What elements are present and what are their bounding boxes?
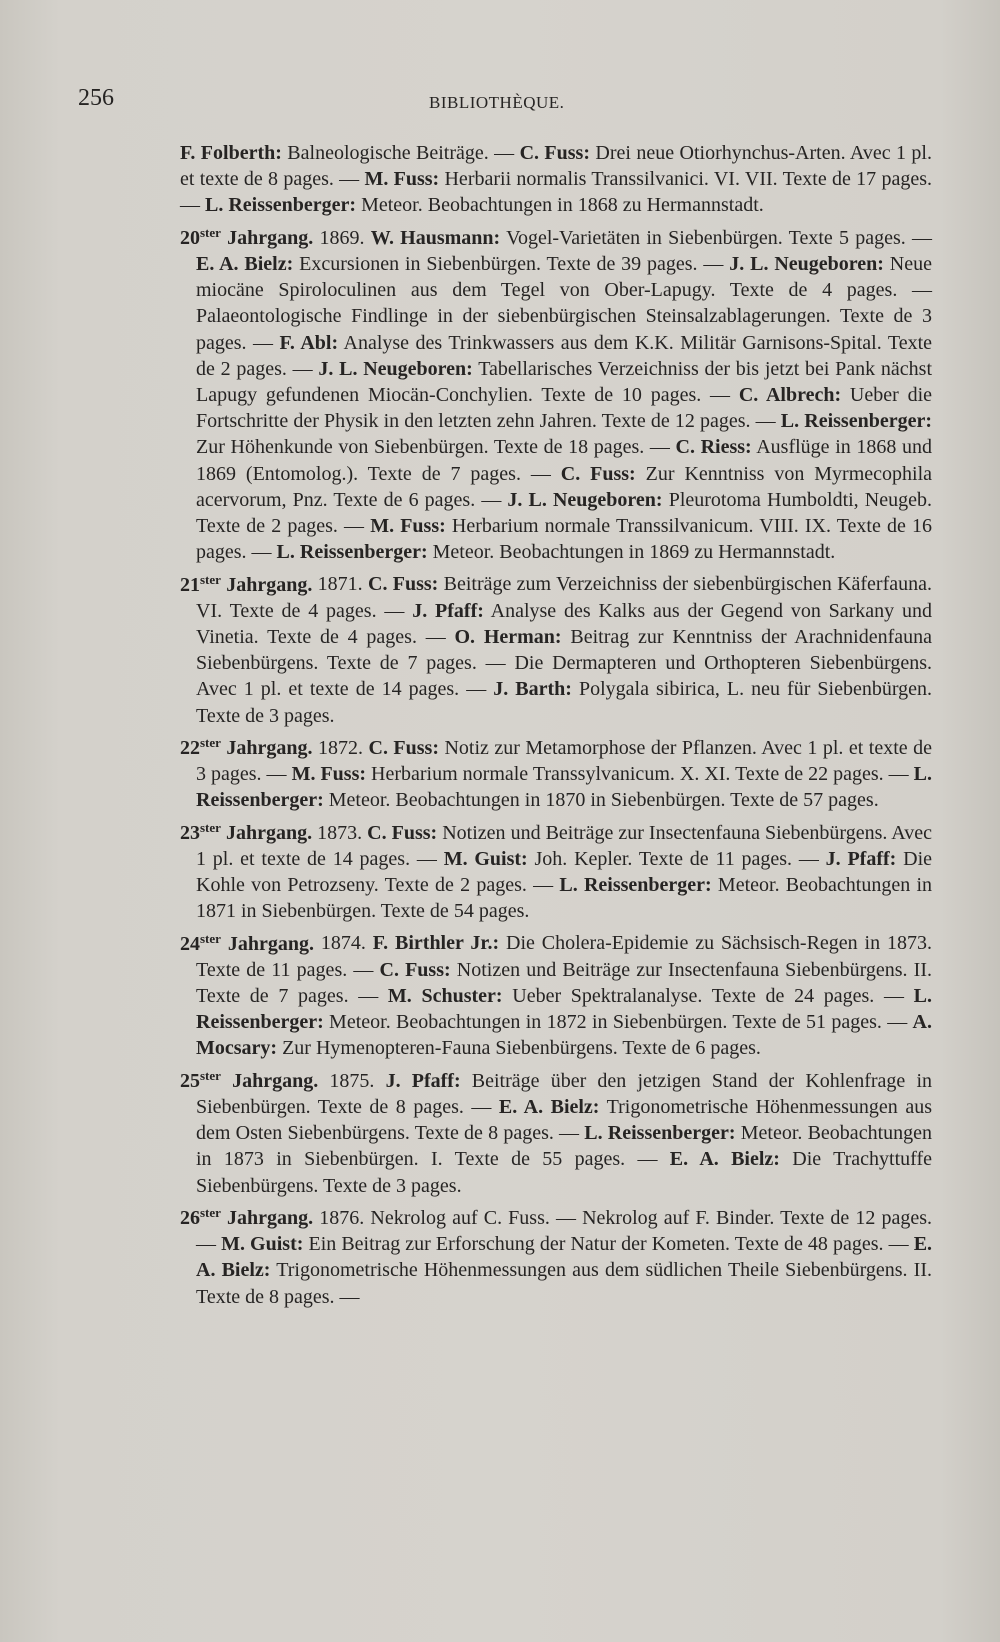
entry-author: L. Reissenberger: <box>196 763 932 812</box>
entry-text: Zur Kenntniss von Myrmecophila acervorum, Pnz. Texte de 6 pages. — <box>196 462 933 511</box>
entry-author: M. Fuss: <box>364 168 440 191</box>
entry-author: M. Guist: <box>443 847 528 870</box>
entry-author: J. Pfaff: <box>412 599 484 622</box>
entry-text: Meteor. Beobachtungen in 1870 in Siebenbürgen. Texte de 57 pages. <box>323 789 879 812</box>
entry-author: F. Birthler Jr.: <box>372 932 500 955</box>
entry-author: M. Guist: <box>221 1233 304 1256</box>
volume-label <box>180 819 313 844</box>
entry-author: J. Barth: <box>493 678 572 701</box>
entry-text: Ueber Spektralanalyse. Texte de 24 pages. — <box>502 985 914 1007</box>
entry-text: Tabellarisches Verzeichniss der bis jetzt bei Pank nächst Lapugy gefundenen Miocän-Conchylien. Texte de 10 pages. — <box>196 357 932 406</box>
entry-author: E. A. Bielz: <box>196 252 294 275</box>
entry-text: Balneologische Beiträge. — <box>281 142 520 164</box>
entry-text: Polygala sibirica, L. neu für Siebenbürgen. Texte de 3 pages. <box>196 678 933 727</box>
volume-number: 22 <box>180 736 200 759</box>
volume-number: 24 <box>180 932 200 955</box>
entry-text: Meteor. Beobachtungen in 1868 zu Hermannstadt. <box>356 194 764 217</box>
entry-text: Analyse des Trinkwassers aus dem K.K. Militär Garnisons-Spital. Texte de 2 pages. — <box>196 331 932 380</box>
volume-year: 1871. <box>312 573 368 596</box>
entry-author: C. Fuss: <box>368 573 439 596</box>
entry-text: Vogel-Varietäten in Siebenbürgen. Texte 5 pages. — <box>500 226 933 249</box>
entry-text: Meteor. Beobachtungen in 1873 in Siebenbürgen. I. Texte de 55 pages. — <box>196 1122 932 1171</box>
volume-word: Jahrgang. <box>220 573 313 596</box>
entry-text: Notizen und Beiträge zur Insectenfauna Siebenbürgens. II. Texte de 7 pages. — <box>196 958 932 1007</box>
entry-author: J. Pfaff: <box>825 847 897 870</box>
entry-text: Herbarii normalis Transsilvanici. VI. VII. Texte de 17 pages. — <box>180 168 932 217</box>
entry-author: L. Reissenberger: <box>780 410 933 433</box>
entry-text: Ueber die Fortschritte der Physik in den letzten zehn Jahren. Texte de 12 pages. — <box>196 383 933 433</box>
entry-text: Neue miocäne Spiroloculinen aus dem Tegel von Ober-Lapugy. Texte de 4 pages. — Palaeontologische Findlinge in der siebenbürgischen Steinsalzablagerungen. Texte de 3 pages. — <box>196 252 933 354</box>
volume-paragraph <box>180 925 932 1061</box>
entry-author: M. Fuss: <box>291 763 367 786</box>
running-title: BIBLIOTHÈQUE. <box>429 93 565 112</box>
entry-author: A. Mocsary: <box>196 1011 932 1060</box>
entry-author: C. Albrech: <box>738 383 842 406</box>
volume-suffix: ster <box>200 819 221 835</box>
volume-number: 21 <box>180 573 200 596</box>
volume-label <box>180 734 313 759</box>
entry-text: Die Trachyttuffe Siebenbürgens. Texte de 3 pages. <box>196 1148 932 1197</box>
volume-label <box>180 1067 319 1092</box>
volume-year: 1876. <box>313 1206 371 1229</box>
entry-author: C. Fuss: <box>368 736 439 759</box>
entry-text: Trigonometrische Höhenmessungen aus dem südlichen Theile Siebenbürgens. II. Texte de 8 pages. — <box>196 1259 932 1308</box>
volume-suffix: ster <box>200 1204 221 1220</box>
entry-text: Beiträge über den jetzigen Stand der Kohlenfrage in Siebenbürgen. Texte de 8 pages. — <box>196 1069 933 1118</box>
entry-author: L. Reissenberger: <box>196 985 932 1034</box>
volume-year: 1869. <box>313 226 371 249</box>
volume-year: 1875. <box>318 1069 386 1092</box>
volume-label <box>180 571 313 596</box>
entry-text: Zur Höhenkunde von Siebenbürgen. Texte de 18 pages. — <box>196 436 676 459</box>
entry-text: Die Kohle von Petrozseny. Texte de 2 pages. — <box>196 847 933 897</box>
entry-author: O. Herman: <box>454 625 562 648</box>
entry-author: F. Abl: <box>279 331 339 354</box>
volume-paragraph <box>180 1063 932 1199</box>
entry-text: Notizen und Beiträge zur Insectenfauna Siebenbürgens. Avec 1 pl. et texte de 14 pages. — <box>196 821 933 870</box>
entry-author: E. A. Bielz: <box>498 1095 600 1118</box>
entry-text: Trigonometrische Höhenmessungen aus dem Osten Siebenbürgens. Texte de 8 pages. — <box>196 1095 932 1145</box>
entry-text: Excursionen in Siebenbürgen. Texte de 39 pages. — <box>293 252 730 275</box>
entry-author: C. Fuss: <box>367 821 438 844</box>
entry-author: M. Fuss: <box>370 514 446 537</box>
volume-paragraph <box>180 220 932 566</box>
entry-author: C. Fuss: <box>379 958 451 981</box>
volume-year: 1873. <box>312 821 368 844</box>
volume-number: 23 <box>180 821 200 844</box>
entry-text: Meteor. Beobachtungen in 1871 in Siebenbürgen. Texte de 54 pages. <box>196 874 932 923</box>
entry-author: F. Folberth: <box>180 142 282 164</box>
entry-text: Ausflüge in 1868 und 1869 (Entomolog.). Texte de 7 pages. — <box>196 436 933 485</box>
entry-text: Ein Beitrag zur Erforschung der Natur der Kometen. Texte de 48 pages. — <box>303 1233 914 1256</box>
volume-word: Jahrgang. <box>220 821 313 844</box>
volume-suffix: ster <box>200 1067 221 1083</box>
volume-word: Jahrgang. <box>220 932 314 955</box>
entry-text: Beitrag zur Kenntniss der Arachnidenfauna Siebenbürgens. Texte de 7 pages. — Die Dermapteren und Orthopteren Siebenbürgens. Avec 1 pl. et texte de 14 pages. — <box>196 625 933 701</box>
entry-author: L. Reissenberger: <box>559 874 712 897</box>
volume-suffix: ster <box>200 930 221 946</box>
volume-suffix: ster <box>200 571 221 587</box>
entry-author: E. A. Bielz: <box>669 1148 780 1171</box>
entry-author: C. Fuss: <box>560 462 636 485</box>
entry-text: Notiz zur Metamorphose der Pflanzen. Avec 1 pl. et texte de 3 pages. — <box>196 736 933 786</box>
entry-text: Analyse des Kalks aus der Gegend von Sarkany und Vinetia. Texte de 4 pages. — <box>196 599 933 648</box>
entry-text: Joh. Kepler. Texte de 11 pages. — <box>527 847 826 870</box>
entry-text: Pleurotoma Humboldti, Neugeb. Texte de 2 pages. — <box>196 488 932 537</box>
volume-suffix: ster <box>200 224 221 240</box>
entry-text: Drei neue Otiorhynchus-Arten. Avec 1 pl. et texte de 8 pages. — <box>180 142 932 191</box>
entry-author: J. L. Neugeboren: <box>507 488 663 511</box>
entry-author: L. Reissenberger: <box>205 194 357 217</box>
entry-text: Die Cholera-Epidemie zu Sächsisch-Regen in 1873. Texte de 11 pages. — <box>196 932 932 981</box>
page-header <box>78 85 910 125</box>
volume-paragraph <box>180 566 932 728</box>
volume-paragraph <box>180 140 932 219</box>
entry-text: Meteor. Beobachtungen in 1869 zu Hermannstadt. <box>427 541 836 564</box>
entry-text: Nekrolog auf C. Fuss. — Nekrolog auf F. Binder. Texte de 12 pages. — <box>196 1206 933 1256</box>
entry-author: J. L. Neugeboren: <box>318 357 473 380</box>
volume-word: Jahrgang. <box>220 736 313 759</box>
entry-text: Herbarium normale Transsylvanicum. X. XI. Texte de 22 pages. — <box>366 763 914 786</box>
entry-author: C. Riess: <box>675 436 752 459</box>
entry-text: Herbarium normale Transsilvanicum. VIII. IX. Texte de 16 pages. — <box>196 514 932 564</box>
bibliography-body <box>180 140 932 1311</box>
entry-author: C. Fuss: <box>519 142 590 164</box>
volume-year: 1872. <box>312 736 369 759</box>
volume-word: Jahrgang. <box>220 1069 319 1092</box>
entry-author: W. Hausmann: <box>370 226 501 249</box>
entry-text: Zur Hymenopteren-Fauna Siebenbürgens. Texte de 6 pages. <box>277 1037 761 1060</box>
page-number: 256 <box>78 85 114 111</box>
entry-author: L. Reissenberger: <box>584 1122 736 1145</box>
entry-author: L. Reissenberger: <box>276 541 428 564</box>
volume-number: 25 <box>180 1069 200 1092</box>
volume-word: Jahrgang. <box>220 1206 314 1229</box>
volume-paragraph <box>180 815 932 925</box>
volume-label <box>180 930 314 955</box>
entry-text: Beiträge zum Verzeichniss der siebenbürgischen Käferfauna. VI. Texte de 4 pages. — <box>196 573 933 622</box>
volume-year: 1874. <box>313 932 373 955</box>
volume-label <box>180 1204 314 1229</box>
volume-paragraph <box>180 730 932 814</box>
volume-number: 20 <box>180 226 200 249</box>
volume-paragraph <box>180 1200 932 1310</box>
entry-author: J. L. Neugeboren: <box>729 252 884 275</box>
entry-author: J. Pfaff: <box>385 1069 461 1092</box>
volume-word: Jahrgang. <box>220 226 314 249</box>
volume-suffix: ster <box>200 734 221 750</box>
volume-number: 26 <box>180 1206 200 1229</box>
entry-author: E. A. Bielz: <box>196 1233 933 1282</box>
entry-text: Meteor. Beobachtungen in 1872 in Siebenbürgen. Texte de 51 pages. — <box>323 1011 913 1034</box>
volume-label <box>180 224 314 249</box>
entry-author: M. Schuster: <box>387 985 503 1007</box>
